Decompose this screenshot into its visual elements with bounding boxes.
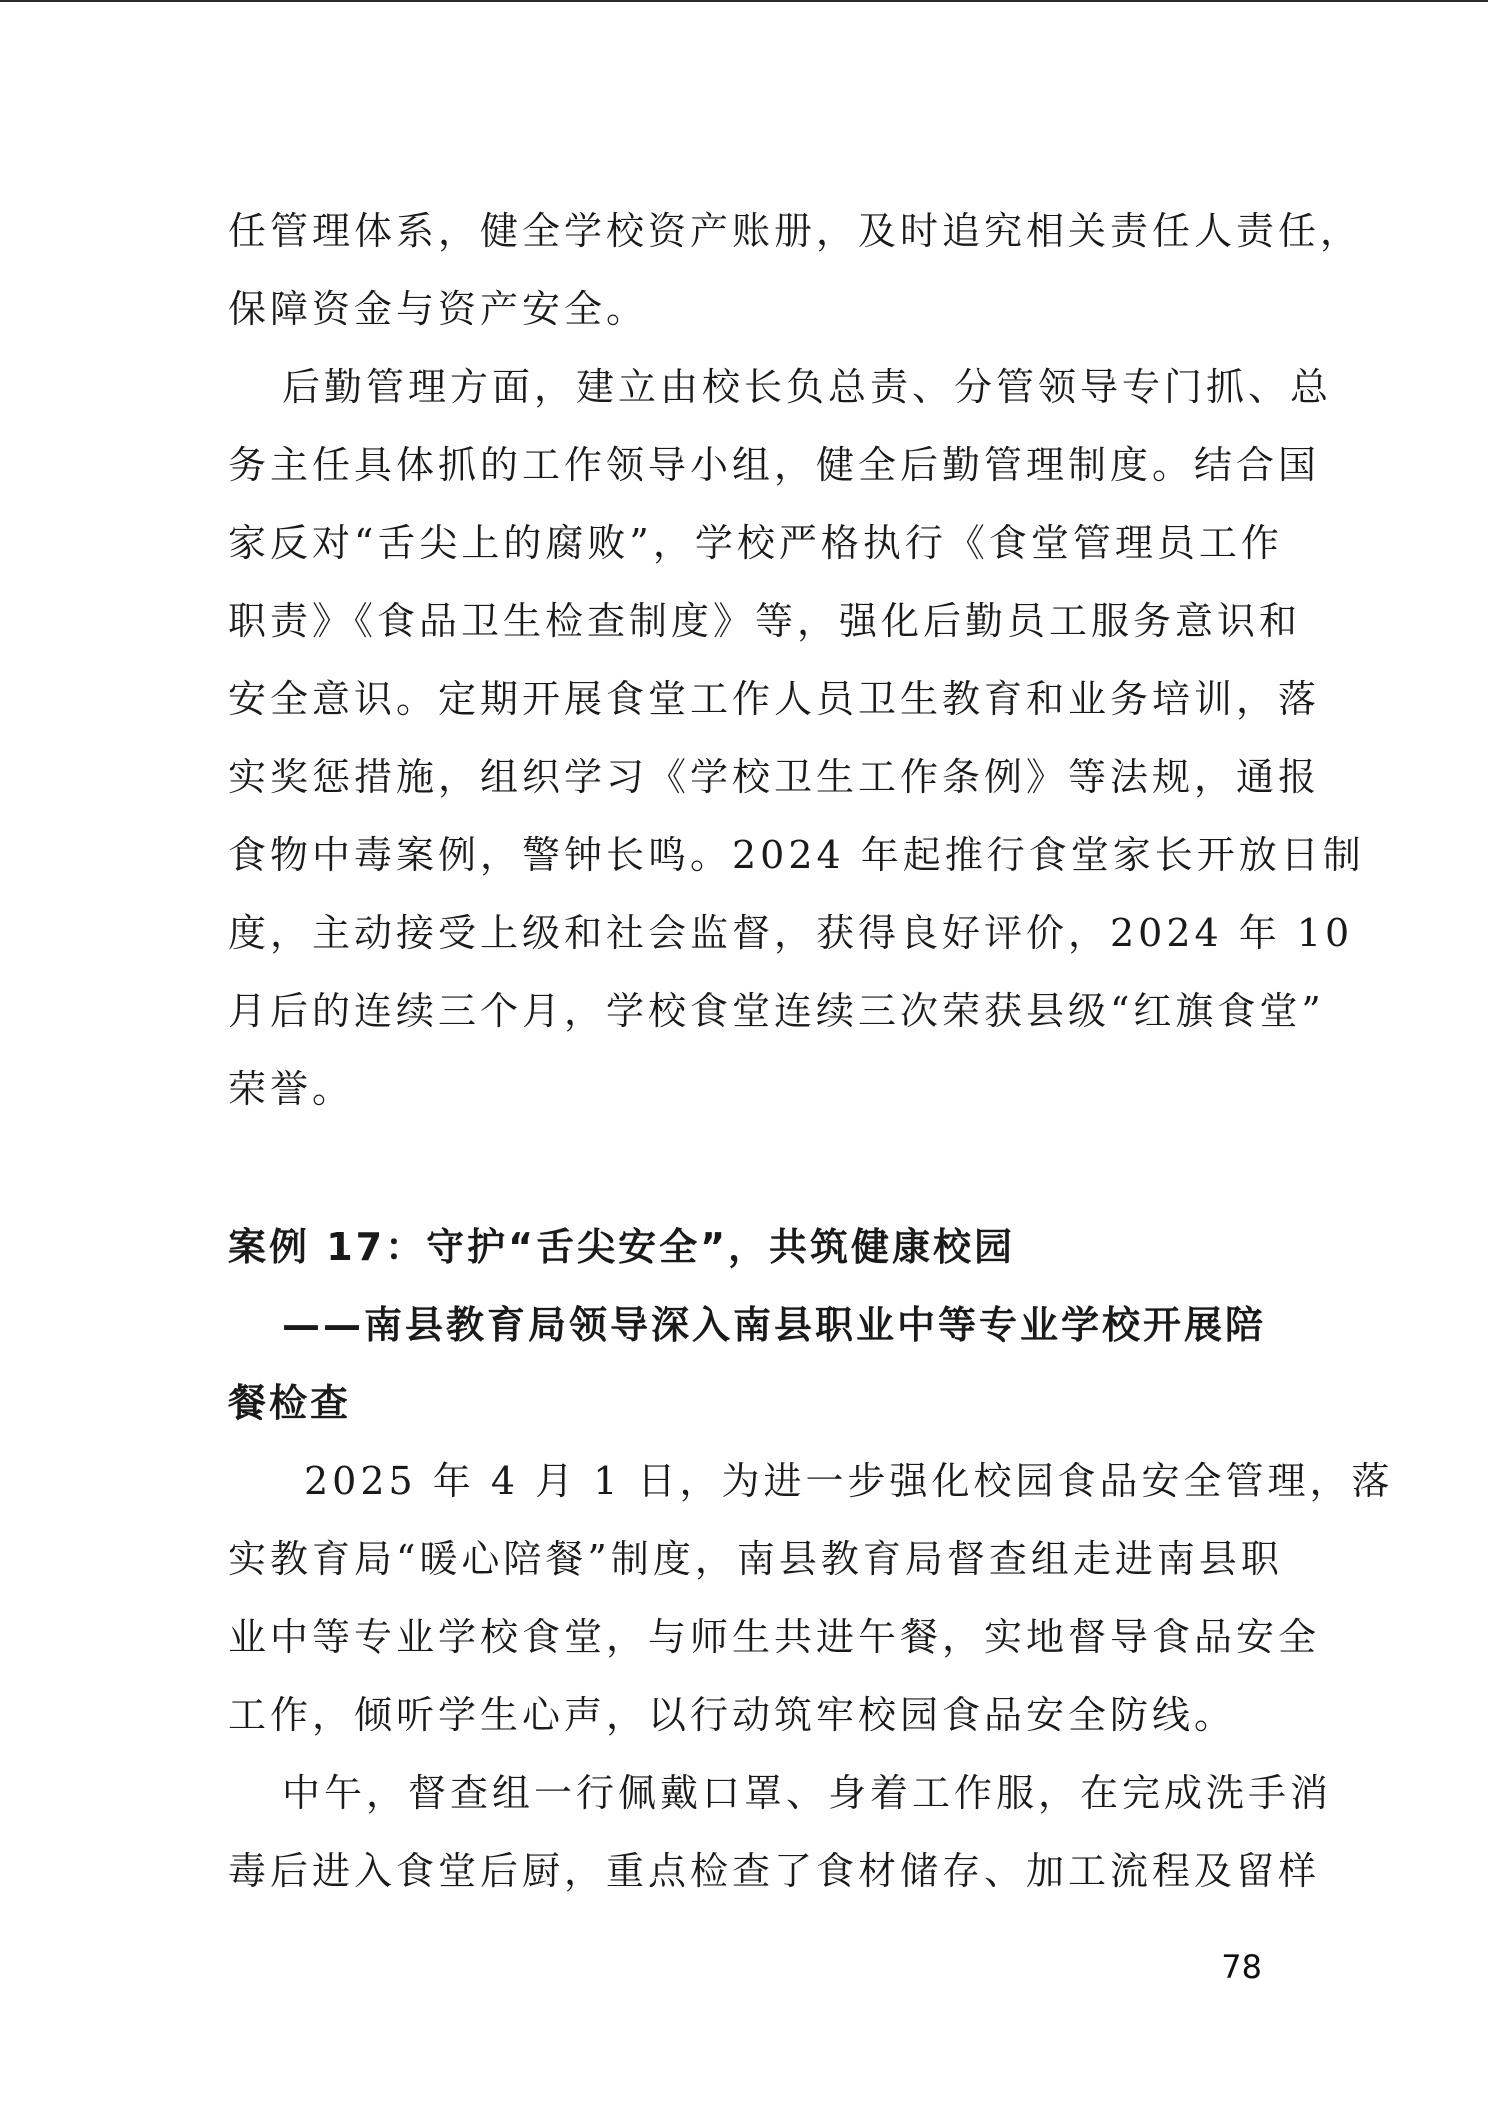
text-line: 中午，督查组一行佩戴口罩、身着工作服，在完成洗手消	[282, 1771, 1333, 1815]
paragraph-asset-management	[228, 192, 1363, 348]
case-subtitle-continued: 餐检查	[228, 1381, 352, 1425]
top-border-line	[0, 0, 1488, 2]
case-heading	[228, 1208, 1267, 1442]
case-subtitle: ——南县教育局领导深入南县职业中等专业学校开展陪	[282, 1303, 1267, 1347]
text-line: 2025 年 4 月 1 日，为进一步强化校园食品安全管理，落	[304, 1459, 1394, 1503]
text-line: 工作，倾听学生心声，以行动筑牢校园食品安全防线。	[228, 1693, 1237, 1737]
text-line: 职责》《食品卫生检查制度》等，强化后勤员工服务意识和	[228, 599, 1302, 643]
text-line: 务主任具体抓的工作领导小组，健全后勤管理制度。结合国	[228, 443, 1321, 487]
text-line: 保障资金与资产安全。	[228, 287, 649, 331]
section-spacer	[228, 1128, 1262, 1208]
text-line: 月后的连续三个月，学校食堂连续三次荣获县级“红旗食堂”	[228, 989, 1325, 1033]
paragraph-logistics-management	[228, 348, 1365, 1128]
paragraph-case-intro	[228, 1442, 1394, 1754]
text-line: 安全意识。定期开展食堂工作人员卫生教育和业务培训，落	[228, 677, 1321, 721]
text-line: 家反对“舌尖上的腐败”，学校严格执行《食堂管理员工作	[228, 521, 1283, 565]
text-line: 实奖惩措施，组织学习《学校卫生工作条例》等法规，通报	[228, 755, 1321, 799]
page-body	[228, 192, 1394, 1910]
text-line: 业中等专业学校食堂，与师生共进午餐，实地督导食品安全	[228, 1615, 1321, 1659]
text-line: 实教育局“暖心陪餐”制度，南县教育局督查组走进南县职	[228, 1537, 1283, 1581]
text-line: 毒后进入食堂后厨，重点检查了食材储存、加工流程及留样	[228, 1849, 1321, 1893]
case-title: 案例 17：守护“舌尖安全”，共筑健康校园	[228, 1225, 1016, 1269]
text-line: 食物中毒案例，警钟长鸣。2024 年起推行食堂家长开放日制	[228, 833, 1365, 877]
page-number: 78	[1221, 1948, 1262, 1986]
text-line: 后勤管理方面，建立由校长负总责、分管领导专门抓、总	[282, 365, 1333, 409]
paragraph-inspection	[228, 1754, 1333, 1910]
text-line: 荣誉。	[228, 1067, 355, 1111]
text-line: 任管理体系，健全学校资产账册，及时追究相关责任人责任，	[228, 209, 1363, 253]
text-line: 度，主动接受上级和社会监督，获得良好评价，2024 年 10	[228, 911, 1354, 955]
